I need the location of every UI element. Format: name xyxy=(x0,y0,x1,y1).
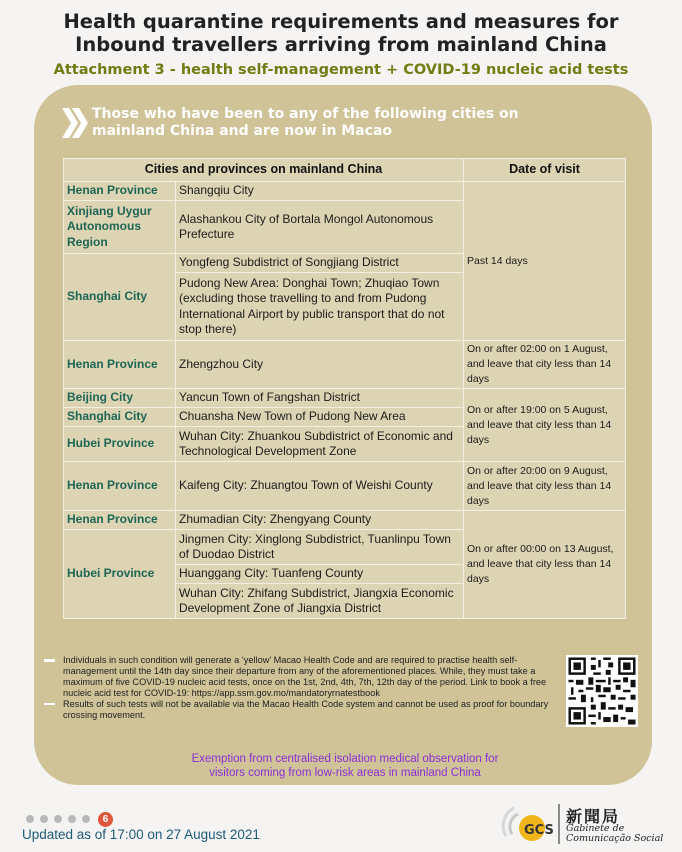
province-cell: Hubei Province xyxy=(64,530,176,619)
place-cell: Pudong New Area: Donghai Town; Zhuqiao Town (excluding those travelling to and from Pudong International Airport by public transport that do not stop there) xyxy=(176,273,464,341)
province-cell: Beijing City xyxy=(64,389,176,408)
place-cell: Zhumadian City: Zhengyang County xyxy=(176,511,464,530)
note-item xyxy=(44,699,549,721)
note-text: Results of such tests will not be available via the Macao Health Code system and cannot be used as proof for boundary crossing movement. xyxy=(63,698,549,720)
dash-bullet-icon xyxy=(44,703,55,706)
place-cell: Wuhan City: Zhuankou Subdistrict of Economic and Technological Development Zone xyxy=(176,427,464,462)
exemption-line-1: Exemption from centralised isolation medical observation for xyxy=(191,753,499,765)
section-banner xyxy=(62,106,622,146)
banner-text xyxy=(92,106,622,139)
place-cell: Alashankou City of Bortala Mongol Autonomous Prefecture xyxy=(176,201,464,254)
note-item xyxy=(44,655,549,699)
place-cell: Jingmen City: Xinglong Subdistrict, Tuanlinpu Town of Duodao District xyxy=(176,530,464,565)
col-header-date: Date of visit xyxy=(464,159,626,182)
date-cell: On or after 20:00 on 9 August, and leave that city less than 14 days xyxy=(464,462,626,511)
province-cell: Henan Province xyxy=(64,462,176,511)
current-page-badge: 6 xyxy=(98,812,113,827)
place-cell: Zhengzhou City xyxy=(176,341,464,389)
table-row xyxy=(64,462,626,511)
place-cell: Shangqiu City xyxy=(176,182,464,201)
date-cell: Past 14 days xyxy=(464,182,626,341)
date-cell: On or after 19:00 on 5 August, and leave that city less than 14 days xyxy=(464,389,626,462)
qr-code-icon[interactable] xyxy=(566,655,638,727)
table-row xyxy=(64,511,626,530)
province-cell: Shanghai City xyxy=(64,254,176,341)
place-cell: Kaifeng City: Zhuangtou Town of Weishi County xyxy=(176,462,464,511)
dash-bullet-icon xyxy=(44,659,55,662)
logo-pt-line-2: Comunicação Social xyxy=(566,833,664,844)
place-cell: Chuansha New Town of Pudong New Area xyxy=(176,408,464,427)
page-dot[interactable] xyxy=(54,815,62,823)
title-line-1: Health quarantine requirements and measures for xyxy=(63,10,619,33)
page-dot[interactable] xyxy=(82,815,90,823)
table-header-row xyxy=(64,159,626,182)
note-text: Individuals in such condition will generate a ‘yellow’ Macao Health Code and are required to practise health self-management until the 14th day since their departure from any of the aforementioned places. While, they must take a maximum of five COVID-19 nucleic acid tests, once on the 1st, 2nd, 4th, 7th, 12th day of the period. Link to book a free nucleic acid test for COVID-19: https://app.ssm.gov.mo/mandatoryrnatestbook xyxy=(63,655,547,698)
province-cell: Henan Province xyxy=(64,511,176,530)
page-dot[interactable] xyxy=(68,815,76,823)
logo-pt-line-1: Gabinete de xyxy=(566,823,625,834)
logo-portuguese-text xyxy=(566,824,663,844)
date-cell: On or after 02:00 on 1 August, and leave that city less than 14 days xyxy=(464,341,626,389)
page-dot[interactable] xyxy=(40,815,48,823)
place-cell: Huanggang City: Tuanfeng County xyxy=(176,565,464,584)
exemption-line-2: visitors coming from low-risk areas in mainland China xyxy=(209,767,481,779)
title-line-2: Inbound travellers arriving from mainland China xyxy=(75,33,607,56)
double-chevron-right-icon xyxy=(62,108,88,138)
banner-line-2: mainland China and are now in Macao xyxy=(92,122,393,139)
date-cell: On or after 00:00 on 13 August, and leave that city less than 14 days xyxy=(464,511,626,619)
table-row xyxy=(64,341,626,389)
banner-line-1: Those who have been to any of the following cities on xyxy=(92,106,519,122)
province-cell: Henan Province xyxy=(64,182,176,201)
table-row xyxy=(64,182,626,201)
province-cell: Shanghai City xyxy=(64,408,176,427)
place-cell: Yancun Town of Fangshan District xyxy=(176,389,464,408)
province-cell: Henan Province xyxy=(64,341,176,389)
logo-mark-text: GCS xyxy=(524,823,554,838)
col-header-places: Cities and provinces on mainland China xyxy=(64,159,464,182)
province-cell: Hubei Province xyxy=(64,427,176,462)
notes-list xyxy=(44,655,549,720)
gcs-logo-icon xyxy=(500,800,562,848)
cities-table xyxy=(63,158,626,619)
gcs-logo xyxy=(500,800,670,848)
page-title xyxy=(0,10,682,56)
logo-chinese-text: 新聞局 xyxy=(566,807,621,826)
province-cell: Xinjiang Uygur Autonomous Region xyxy=(64,201,176,254)
place-cell: Yongfeng Subdistrict of Songjiang District xyxy=(176,254,464,273)
table-row xyxy=(64,389,626,408)
page-dot[interactable] xyxy=(26,815,34,823)
page-subtitle: Attachment 3 - health self-management + COVID-19 nucleic acid tests xyxy=(53,62,629,78)
exemption-link[interactable] xyxy=(150,752,540,780)
place-cell: Wuhan City: Zhifang Subdistrict, Jiangxia Economic Development Zone of Jiangxia District xyxy=(176,584,464,619)
updated-timestamp: Updated as of 17:00 on 27 August 2021 xyxy=(22,827,260,842)
